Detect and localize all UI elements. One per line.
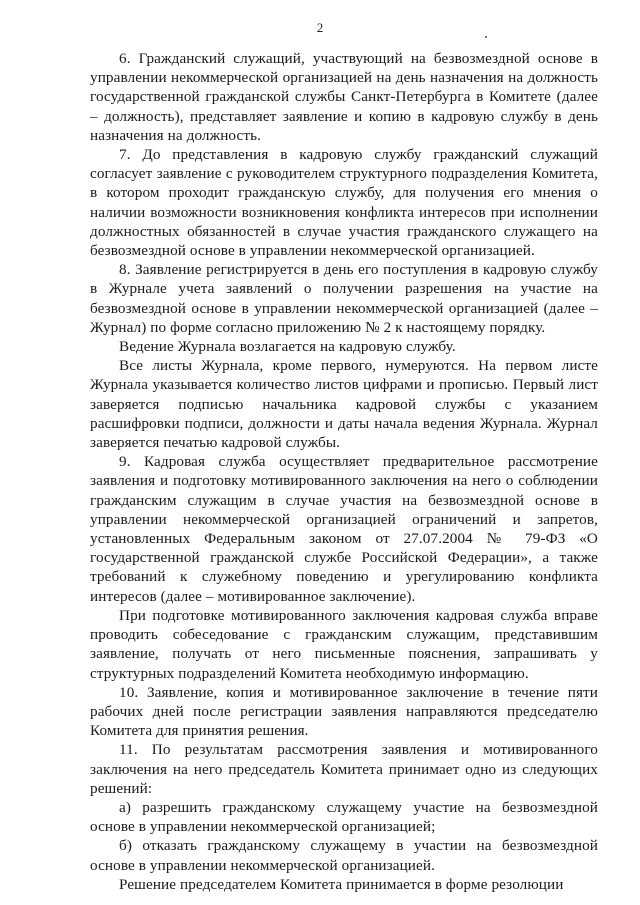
paragraph-item-6: 6. Гражданский служащий, участвующий на безвозмездной основе в управлении некоммерческой организацией на день назначения на должность государственной гражданской службы Санкт-Петербурга в Комитете (далее – должность), представляет заявление и копию в кадровую службу в день назначения на должность.	[90, 50, 598, 144]
paragraph-journal-keeping: Ведение Журнала возлагается на кадровую службу.	[119, 338, 456, 356]
document-body	[90, 49, 598, 894]
paragraph-option-b: б) отказать гражданскому служащему в участии на безвозмездной основе в управлении некоммерческой организацией.	[90, 837, 598, 874]
paragraph-item-8: 8. Заявление регистрируется в день его поступления в кадровую службу в Журнале учета заявлений о получении разрешения на участие на безвозмездной основе в управлении некоммерческой организацией (далее – Журнал) по форме согласно приложению № 2 к настоящему порядку.	[90, 261, 598, 336]
paragraph-item-10: 10. Заявление, копия и мотивированное заключение в течение пяти рабочих дней после регистрации заявления направляются председателю Комитета для принятия решения.	[90, 683, 598, 740]
paragraph-item-9: 9. Кадровая служба осуществляет предварительное рассмотрение заявления и подготовку мотивированного заключения на него о соблюдении гражданским служащим в случае участия на безвозмездной основе в управлении некоммерческой организацией ограничений и запретов, установленных Федеральным законом от 27.07.2004 № 79-ФЗ «О государственной гражданской службе Российской Федерации», а также требований к служебному поведению и урегулированию конфликта интересов (далее – мотивированное заключение).	[90, 453, 598, 605]
paragraph-option-a: а) разрешить гражданскому служащему участие на безвозмездной основе в управлении некоммерческой организацией;	[90, 798, 598, 836]
paragraph-journal-pages: Все листы Журнала, кроме первого, нумеруются. На первом листе Журнала указывается количество листов цифрами и прописью. Первый лист заверяется подписью начальника кадровой службы с указанием расшифровки подписи, должности и даты начала ведения Журнала. Журнал заверяется печатью кадровой службы.	[90, 357, 598, 452]
paragraph-item-11: 11. По результатам рассмотрения заявления и мотивированного заключения на него председатель Комитета принимает одно из следующих решений:	[90, 741, 598, 797]
paragraph-item-7: 7. До представления в кадровую службу гражданский служащий согласует заявление с руководителем структурного подразделения Комитета, в котором проходит гражданскую службу, для получения его мнения о наличии возможности возникновения конфликта интересов при исполнении должностных обязанностей в случае участия гражданского служащего на безвозмездной основе в управлении некоммерческой организацией.	[90, 146, 598, 260]
paragraph-resolution: Решение председателем Комитета принимается в форме резолюции	[119, 875, 564, 893]
page-number: 2	[316, 20, 324, 35]
paragraph-interview-rights: При подготовке мотивированного заключения кадровая служба вправе проводить собеседование с гражданским служащим, представившим заявление, получать от него письменные пояснения, запрашивать у структурных подразделений Комитета необходимую информацию.	[90, 606, 598, 682]
scan-speck	[485, 36, 487, 38]
